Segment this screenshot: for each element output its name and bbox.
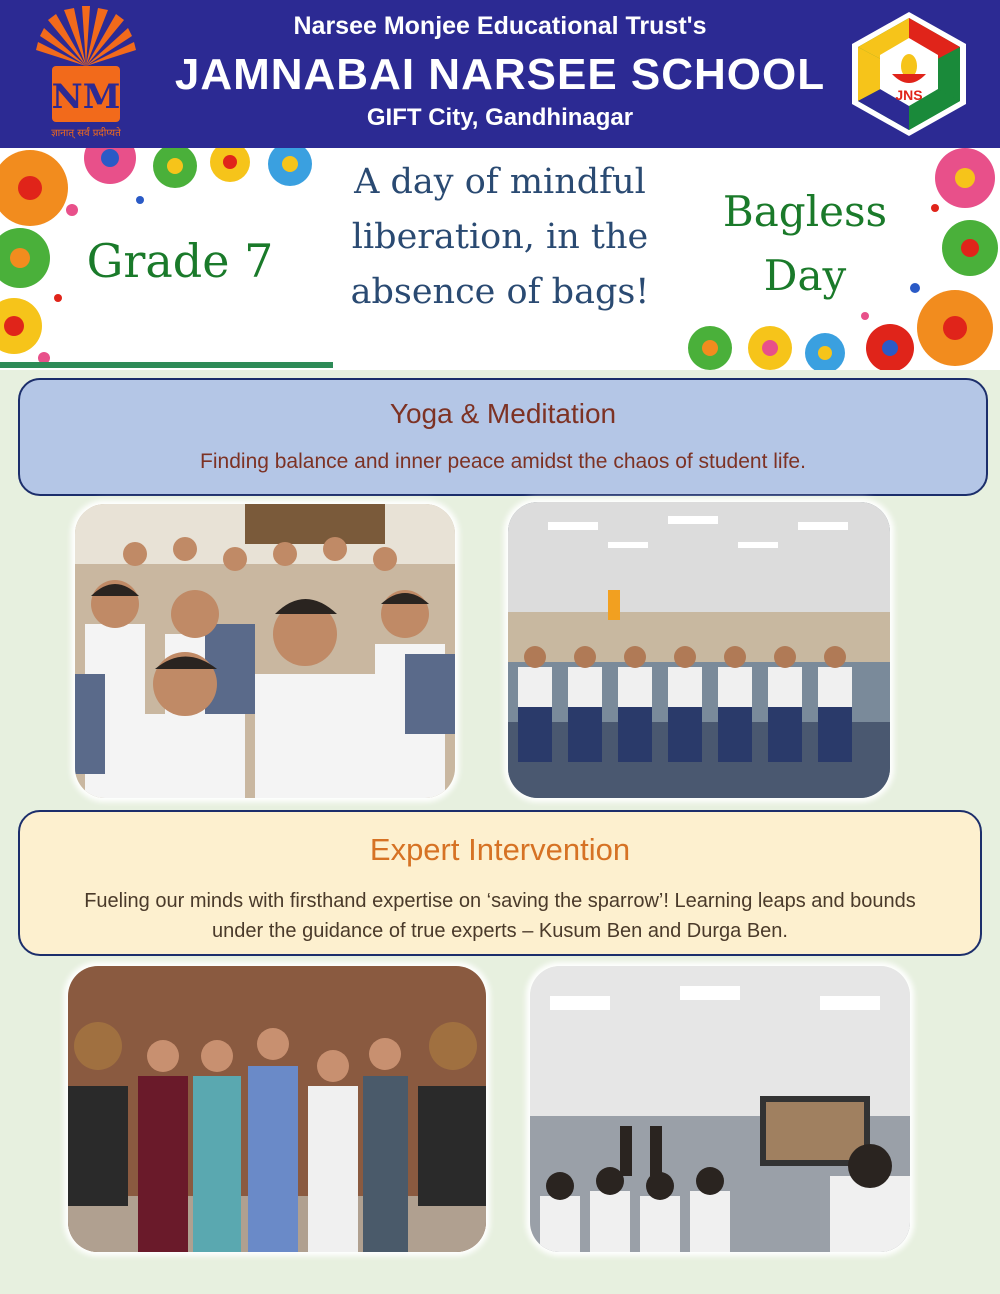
section-title: Expert Intervention (369, 832, 631, 867)
tagline-line: liberation, in the (351, 217, 649, 257)
tagline (335, 155, 665, 320)
expert-photo-presentation (530, 966, 910, 1252)
event-name (700, 180, 910, 308)
svg-text:JNS: JNS (895, 87, 923, 103)
school-location: GIFT City, Gandhinagar (366, 104, 634, 131)
school-name: JAMNABAI NARSEE SCHOOL (174, 50, 826, 99)
event-name-line: Bagless (722, 187, 888, 236)
event-name-line: Day (763, 251, 847, 300)
expert-section-box (18, 810, 982, 956)
tagline-line: absence of bags! (350, 272, 650, 312)
svg-text:NM: NM (51, 77, 121, 117)
tagline-line: A day of mindful (354, 162, 646, 202)
section-title: Yoga & Meditation (389, 398, 617, 429)
school-header-banner (0, 0, 1000, 148)
nm-trust-logo (30, 6, 142, 140)
trust-name: Narsee Monjee Educational Trust's (293, 12, 707, 40)
yoga-section-box (18, 378, 988, 496)
jns-emblem (842, 8, 976, 140)
divider-line (0, 362, 333, 368)
section-text: Finding balance and inner peace amidst the chaos of student life. (200, 450, 806, 473)
grade-label: Grade 7 (86, 234, 274, 288)
svg-text:ज्ञानात् सर्वं प्रदीप्यते: ज्ञानात् सर्वं प्रदीप्यते (51, 128, 121, 139)
yoga-photo-students-closeup (75, 504, 455, 798)
section-text: Fueling our minds with firsthand expertise on ‘saving the sparrow’! Learning leaps and bounds under the guidance of true experts – Kusum Ben and Durga Ben. (84, 890, 916, 942)
expert-photo-group (68, 966, 486, 1252)
yoga-photo-hall (508, 502, 890, 798)
